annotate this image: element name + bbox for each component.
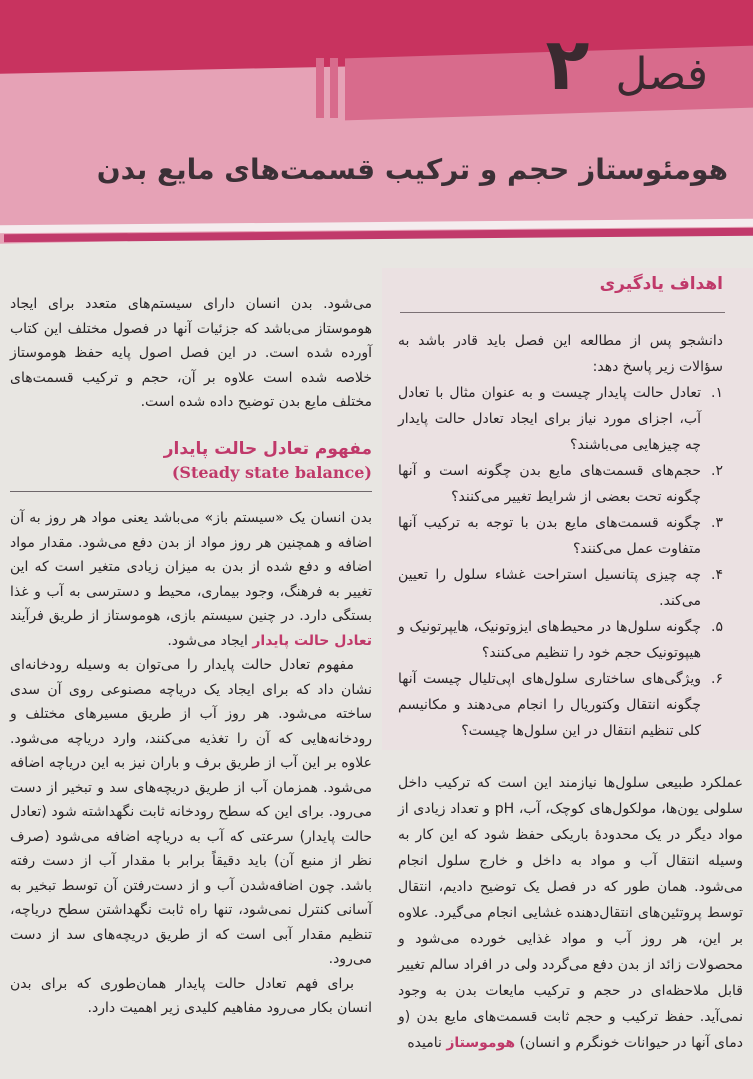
item-number: ۲. <box>711 463 723 479</box>
text: بدن انسان یک «سیستم باز» می‌باشد یعنی مواد هر روز به آن اضافه و همچنین هر روز مواد از بدن دفع می‌شود. مقدار مواد اضافه و دفع شده از بدن به میزان زیادی متغیر است که این تغییر به فرهنگ، وجود بیماری، محیط و دسترسی به آب و غذا بستگی دارد. در چنین سیستم بازی، هوموستاز از طریق فرآیند <box>10 510 372 624</box>
item-number: ۵. <box>711 619 723 635</box>
objectives-intro: دانشجو پس از مطالعه این فصل باید قادر باشد به سؤالات زیر پاسخ دهد: <box>398 333 723 375</box>
item-text: تعادل حالت پایدار چیست و به عنوان مثال با تعادل آب، اجزای مورد نیاز برای ایجاد تعادل حالت پایدار چه چیزهایی می‌باشند؟ <box>398 385 701 453</box>
item-text: چگونه سلول‌ها در محیط‌های ایزوتونیک، هایپرتونیک و هیپوتونیک حجم خود را تنظیم می‌کنند؟ <box>398 619 701 661</box>
chapter-label <box>545 22 708 106</box>
list-item <box>398 380 723 458</box>
left-column-body <box>10 292 372 1021</box>
list-item <box>398 458 723 510</box>
item-number: ۳. <box>711 515 723 531</box>
term-highlight: هوموستاز <box>446 1035 516 1051</box>
paragraph: می‌شود. بدن انسان دارای سیستم‌های متعدد برای ایجاد هوموستاز می‌باشد که جزئیات آنها در فصول مختلف این کتاب آورده شده است. در این فصل اصول پایه حفظ هوموستاز خلاصه شده است علاوه بر آن، حجم و ترکیب قسمت‌های مختلف مایع بدن توضیح داده شده است. <box>10 296 372 410</box>
item-number: ۴. <box>711 567 723 583</box>
paragraph <box>10 506 372 653</box>
text: نامیده <box>407 1035 442 1051</box>
text: ایجاد می‌شود. <box>167 632 248 649</box>
chapter-word: فصل <box>615 49 708 100</box>
list-item <box>398 510 723 562</box>
objectives-list <box>398 380 723 744</box>
paragraph: مفهوم تعادل حالت پایدار را می‌توان به وسیله رودخانه‌ای نشان داد که برای ایجاد یک دریاچه مصنوعی روی آن سدی ساخته می‌شود. هر روز آب از طریق مسیرهای مختلف و رودخانه‌هایی که آن را تغذیه می‌کنند، وارد دریاچه می‌شود. علاوه بر این آب از طریق برف و باران نیز به این دریاچه اضافه می‌شود. همزمان آب از طریق دریچه‌های سد و تبخیر از دست می‌رود. برای این که سطح رودخانه ثابت نگهداشته شود (تعادل حالت پایدار) سرعتی که آب به دریاچه اضافه می‌شود (صرف نظر از منبع آن) باید دقیقاً برابر با مقدار آب از دست رفته باشد. چون اضافه‌شدن آب و از دست‌رفتن آن توسط تبخیر به آسانی کنترل نمی‌شود، تنها راه ثابت نگهداشتن سطح دریاچه، تنظیم مقدار آبی است که از طریق دریچه‌های سد از دست می‌رود. <box>10 657 372 967</box>
paragraph <box>398 770 743 1056</box>
item-text: ویژگی‌های ساختاری سلول‌های اپی‌تلیال چیست آنها چگونه انتقال وکتوریال را انجام می‌دهند و مکانیسم کلی تنظیم انتقال در این سلول‌ها چیست؟ <box>398 671 701 739</box>
section-heading: مفهوم تعادل حالت پایدار <box>163 438 372 459</box>
list-item <box>398 614 723 666</box>
learning-objectives-box <box>382 268 753 750</box>
paragraph: برای فهم تعادل حالت پایدار همان‌طوری که برای بدن انسان بکار می‌رود مفاهیم کلیدی زیر اهمیت دارد. <box>10 975 372 1016</box>
section-heading-english: (Steady state balance) <box>171 462 372 482</box>
term-highlight: تعادل حالت پایدار <box>252 632 372 649</box>
chapter-number: ۲ <box>545 22 590 106</box>
divider <box>10 491 372 492</box>
list-item <box>398 562 723 614</box>
text: عملکرد طبیعی سلول‌ها نیازمند این است که ترکیب داخل سلولی یون‌ها، مولکول‌های کوچک، آب، pH و تعداد زیادی از مواد دیگر در یک محدودهٔ باریکی حفظ شود که این کار به وسیله انتقال آب و مواد به داخل و خارج سلول انجام می‌شود. همان طور که در فصل یک توضیح دادیم، انتقال توسط پروتئین‌های انتقال‌دهنده غشایی انجام می‌گیرد. علاوه بر این، هر روز آب و مواد غذایی خورده می‌شود و محصولات زائد از بدن دفع می‌گردد ولی در افراد سالم تغییر قابل ملاحظه‌ای در حجم و ترکیب مایعات بدن به وجود نمی‌آید. حفظ ترکیب و حجم ثابت قسمت‌های مایع بدن (و دمای آنها در حیوانات خونگرم و انسان) <box>398 775 743 1051</box>
item-number: ۶. <box>711 671 723 687</box>
item-number: ۱. <box>711 385 723 401</box>
objectives-title: اهداف یادگیری <box>599 274 723 294</box>
right-column-body <box>398 770 743 1056</box>
item-text: چگونه قسمت‌های مایع بدن با توجه به ترکیب آنها متفاوت عمل می‌کنند؟ <box>398 515 701 557</box>
decor-stripe <box>316 58 324 118</box>
chapter-title: هومئوستاز حجم و ترکیب قسمت‌های مایع بدن <box>96 153 728 186</box>
divider <box>400 312 725 313</box>
item-text: حجم‌های قسمت‌های مایع بدن چگونه است و آنها چگونه تحت بعضی از شرایط تغییر می‌کنند؟ <box>398 463 701 505</box>
list-item <box>398 666 723 744</box>
decor-stripe <box>330 58 338 118</box>
item-text: چه چیزی پتانسیل استراحت غشاء سلول را تعیین می‌کند. <box>398 567 701 609</box>
